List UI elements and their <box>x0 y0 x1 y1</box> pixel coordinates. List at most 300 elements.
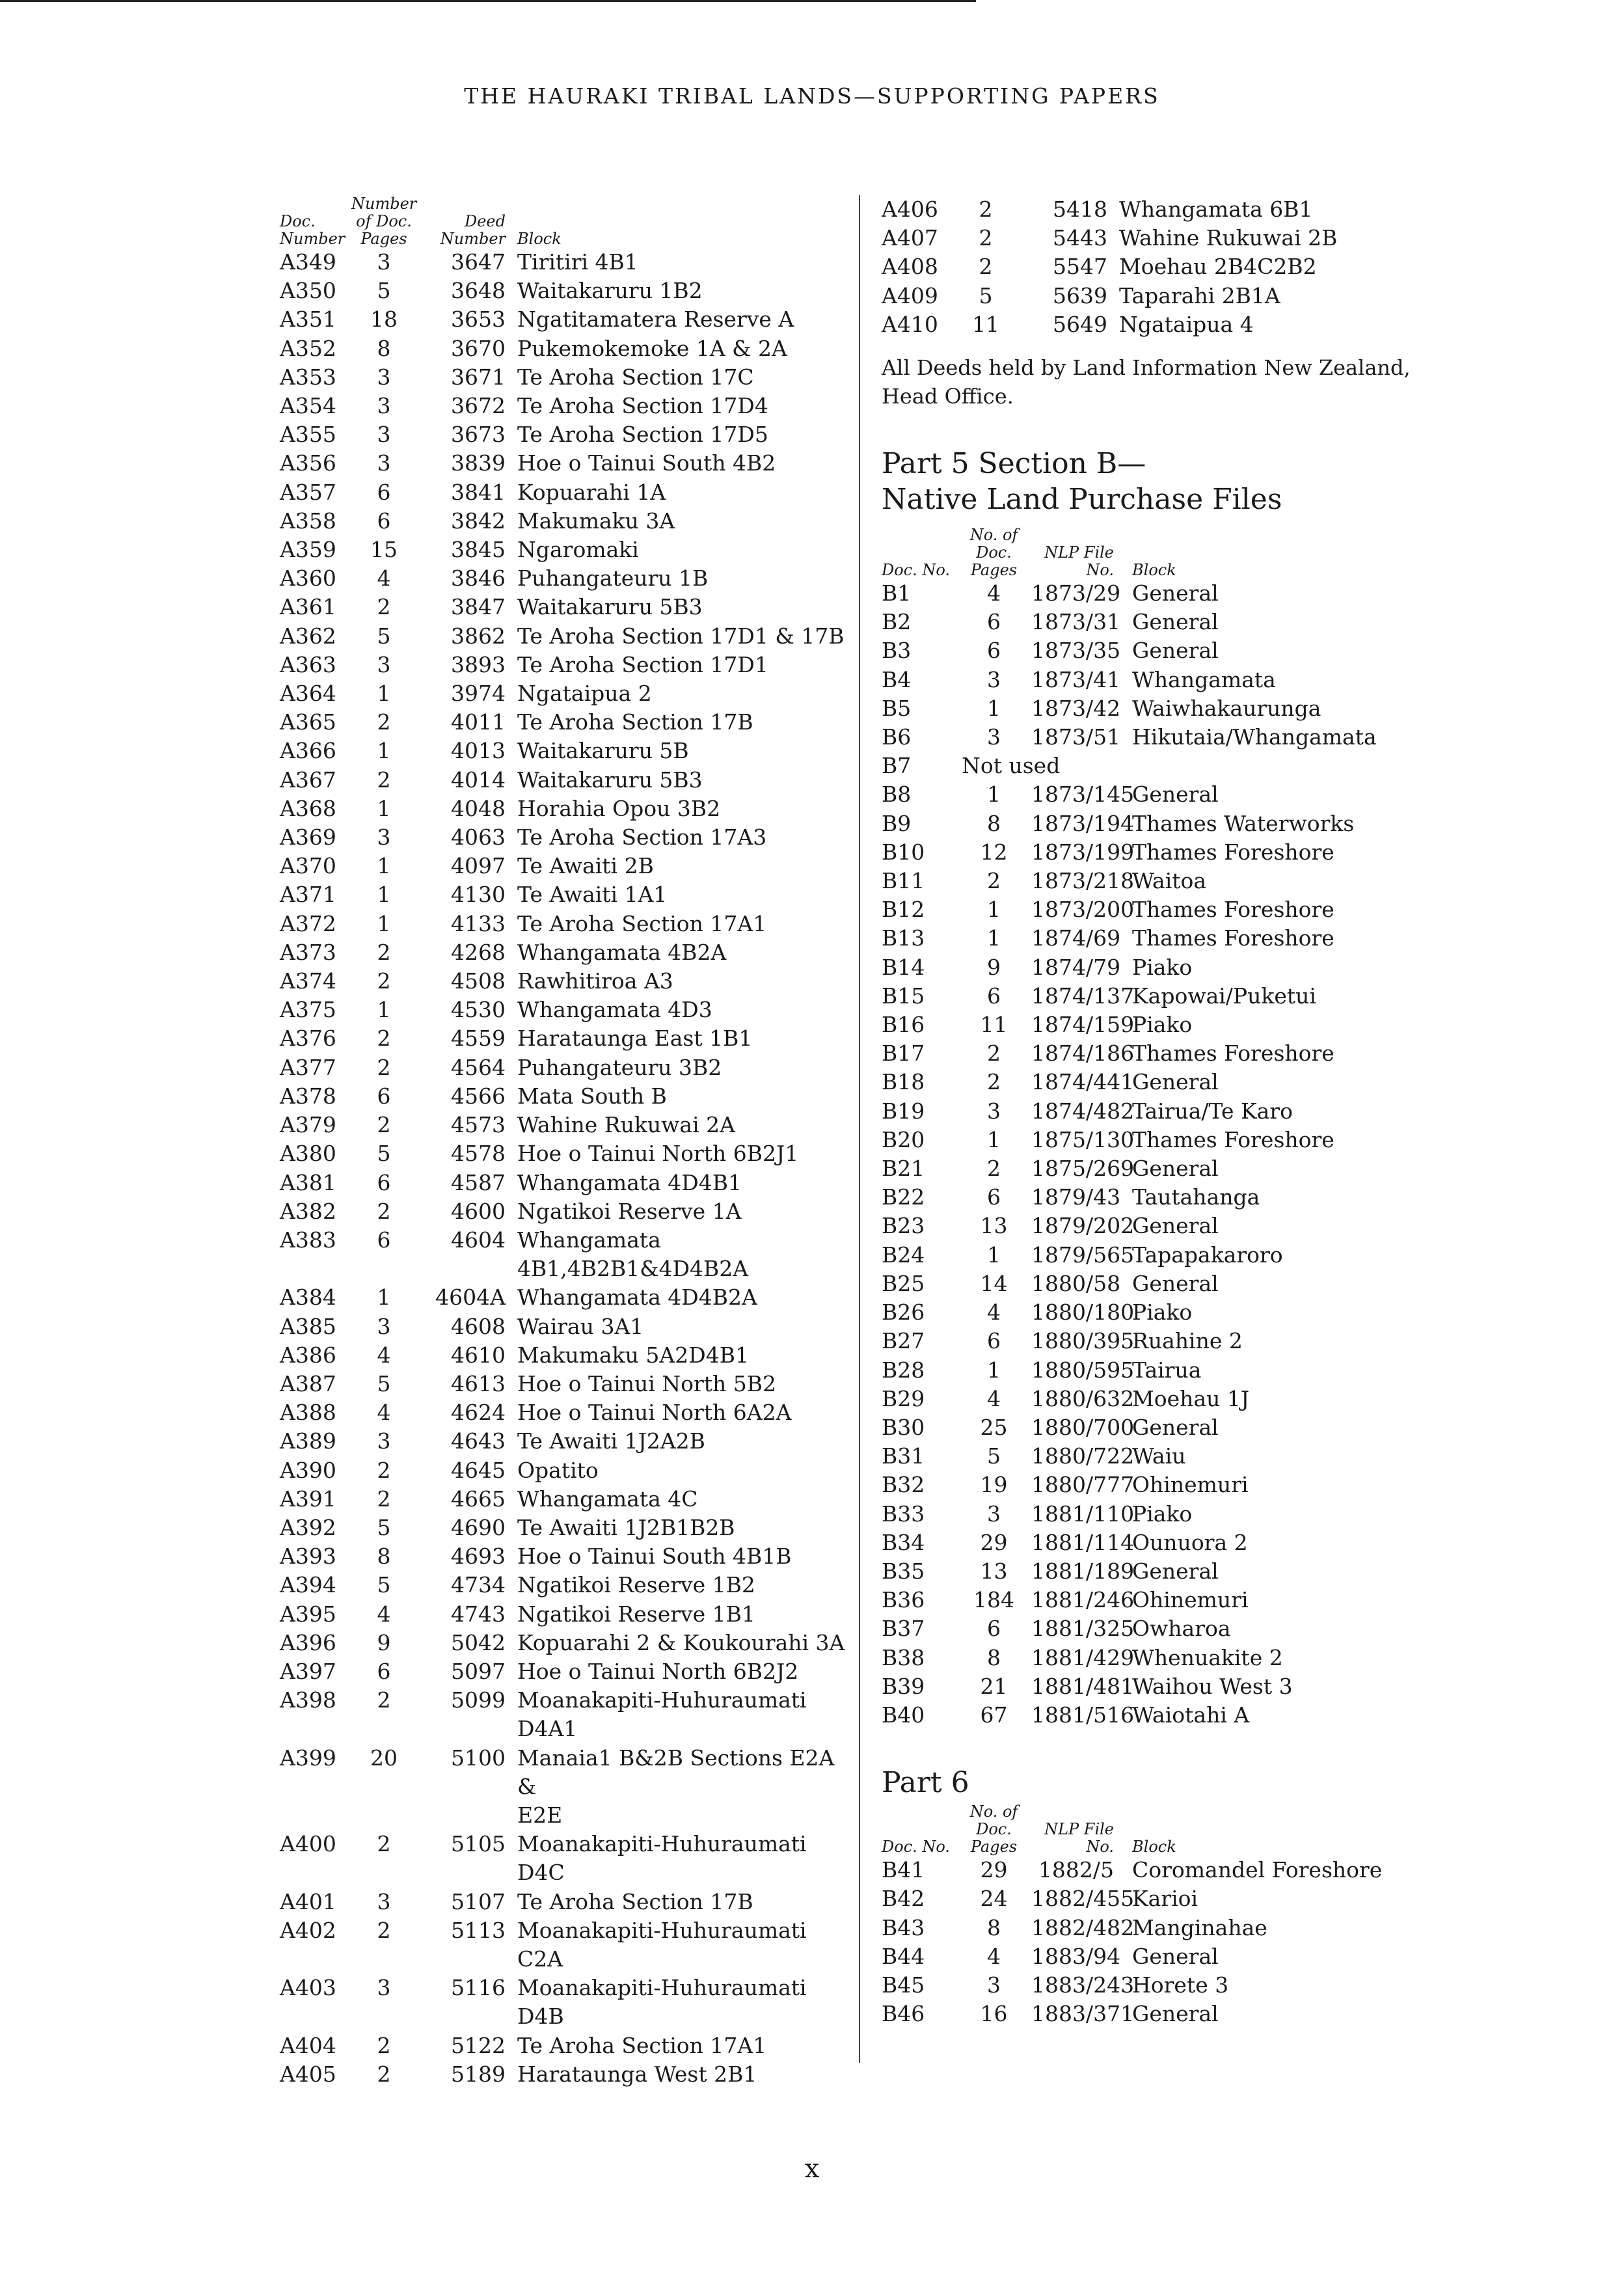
doc-number: B19 <box>882 1098 925 1124</box>
file-number: 1882/5 <box>1038 1857 1114 1883</box>
file-number: 1880/777 <box>1031 1472 1135 1498</box>
doc-number: A380 <box>280 1141 336 1167</box>
file-number: 1875/130 <box>1031 1126 1135 1152</box>
table-row <box>882 1856 1467 1884</box>
doc-pages: 3 <box>377 422 391 448</box>
left-column <box>280 195 846 2089</box>
block-name: Whangamata 4D4B1 <box>517 1169 742 1195</box>
table-row <box>882 1500 1467 1529</box>
header-doc-number: Doc. Number <box>280 212 345 248</box>
doc-pages: 19 <box>980 1472 1008 1498</box>
table-row <box>882 608 1467 636</box>
doc-pages: 1 <box>987 925 1001 951</box>
file-number: 1874/137 <box>1031 983 1135 1009</box>
doc-number: A361 <box>280 594 336 620</box>
block-name: Moehau 2B4C2B2 <box>1119 254 1317 280</box>
table-row <box>882 579 1467 608</box>
block-name-continued: 4B1,4B2B1&4D4B2A <box>517 1256 749 1282</box>
deed-number: 5649 <box>1053 311 1107 337</box>
doc-number: A353 <box>280 364 336 390</box>
table-row <box>882 2000 1467 2028</box>
doc-number: A352 <box>280 335 336 361</box>
block-name: Hoe o Tainui North 6B2J2 <box>517 1658 799 1684</box>
deed-number: 4063 <box>451 824 506 850</box>
doc-pages: 3 <box>377 364 391 390</box>
doc-pages: 4 <box>987 1385 1001 1411</box>
doc-number: A401 <box>280 1888 336 1914</box>
table-row <box>882 1183 1467 1212</box>
doc-number: B11 <box>882 868 925 894</box>
block-name: Moehau 1J <box>1132 1385 1250 1411</box>
file-number: 1881/516 <box>1031 1702 1135 1728</box>
table-row <box>280 708 846 737</box>
doc-pages: 2 <box>377 1112 391 1138</box>
doc-pages: 29 <box>980 1857 1008 1883</box>
deed-number: 4608 <box>451 1313 506 1339</box>
file-number: 1873/29 <box>1031 580 1121 606</box>
header-file-no: NLP File No. <box>1044 543 1114 580</box>
block-name: Te Aroha Section 17A3 <box>517 824 767 850</box>
block-name: Hoe o Tainui North 6B2J1 <box>517 1141 799 1167</box>
file-number: 1874/482 <box>1031 1098 1135 1124</box>
doc-pages: 6 <box>987 1328 1001 1354</box>
doc-number: A354 <box>280 393 336 419</box>
block-name: Manginahae <box>1132 1914 1267 1940</box>
doc-pages: 4 <box>377 1400 391 1426</box>
table-row <box>280 1542 846 1571</box>
doc-pages: 2 <box>377 709 391 735</box>
doc-number: A407 <box>882 225 938 251</box>
doc-number: B23 <box>882 1213 925 1239</box>
doc-number: B41 <box>882 1857 925 1883</box>
block-name: Coromandel Foreshore <box>1132 1857 1383 1883</box>
doc-pages: 29 <box>980 1529 1008 1555</box>
block-name: Harataunga West 2B1 <box>517 2061 757 2087</box>
table-row <box>280 1197 846 1226</box>
table-row <box>280 651 846 679</box>
doc-number: B18 <box>882 1069 925 1095</box>
block-name: Harataunga East 1B1 <box>517 1026 753 1052</box>
doc-number: A363 <box>280 651 336 677</box>
table-row <box>280 679 846 708</box>
block-name: Thames Foreshore <box>1132 925 1334 951</box>
doc-pages: 2 <box>377 1831 391 1857</box>
left-table-body <box>280 248 846 2089</box>
table-row <box>280 1370 846 1398</box>
deed-number: 4690 <box>451 1514 506 1540</box>
table-row <box>882 1413 1467 1442</box>
block-name: General <box>1132 1069 1219 1095</box>
deed-number: 5639 <box>1053 282 1107 308</box>
deed-number: 5113 <box>451 1917 506 1943</box>
doc-pages: 2 <box>377 1457 391 1483</box>
doc-number: A402 <box>280 1917 336 1943</box>
doc-number: B24 <box>882 1242 925 1268</box>
block-name: Thames Waterworks <box>1132 810 1355 836</box>
table-row <box>280 449 846 478</box>
file-number: 1882/455 <box>1031 1886 1135 1912</box>
table-row <box>280 1830 846 1858</box>
block-name: Karioi <box>1132 1886 1198 1912</box>
doc-pages: 6 <box>377 508 391 534</box>
table-row <box>882 752 1467 780</box>
doc-pages: 2 <box>377 594 391 620</box>
table-row <box>882 282 1467 310</box>
deed-number: 5042 <box>451 1629 506 1655</box>
doc-pages: 2 <box>377 968 391 994</box>
file-number: 1880/180 <box>1031 1299 1135 1326</box>
doc-number: B6 <box>882 724 912 750</box>
doc-pages: 6 <box>987 1616 1001 1642</box>
doc-number: B33 <box>882 1501 925 1527</box>
doc-number: B14 <box>882 954 925 980</box>
file-number: 1873/145 <box>1031 782 1135 808</box>
block-name: Te Aroha Section 17D5 <box>517 422 768 448</box>
doc-number: B45 <box>882 1972 925 1998</box>
block-name: General <box>1132 609 1219 635</box>
table-row-continued <box>280 1715 846 1743</box>
header-doc-no: Doc. No. <box>882 1838 951 1856</box>
deed-number: 4268 <box>451 939 506 965</box>
doc-pages: 1 <box>987 1126 1001 1152</box>
table-row <box>882 1039 1467 1068</box>
deed-number: 4604 <box>451 1227 506 1253</box>
table-row <box>882 982 1467 1011</box>
table-row <box>280 1226 846 1255</box>
doc-pages: 2 <box>979 197 993 222</box>
deed-number: 5418 <box>1053 197 1107 222</box>
block-name: Hoe o Tainui South 4B2 <box>517 450 776 476</box>
doc-number: A393 <box>280 1543 336 1570</box>
table-row <box>882 1327 1467 1355</box>
doc-pages: 2 <box>987 868 1001 894</box>
block-name: Waitakaruru 5B3 <box>517 767 703 793</box>
doc-number: B8 <box>882 782 912 808</box>
doc-number: B35 <box>882 1558 925 1584</box>
doc-number: B26 <box>882 1299 925 1326</box>
doc-pages: 8 <box>987 810 1001 836</box>
table-row <box>280 1341 846 1370</box>
block-name: General <box>1132 1156 1219 1182</box>
file-number: 1882/482 <box>1031 1914 1135 1940</box>
block-name: Wairau 3A1 <box>517 1313 644 1339</box>
table-row <box>280 1888 846 1916</box>
deed-number: 3671 <box>451 364 506 390</box>
doc-pages: 20 <box>370 1745 398 1771</box>
doc-pages: 15 <box>370 537 398 563</box>
block-name: Horahia Opou 3B2 <box>517 795 721 821</box>
table-row <box>280 766 846 795</box>
file-number: 1881/481 <box>1031 1673 1135 1699</box>
doc-number: A408 <box>882 254 938 280</box>
block-name: Ngaromaki <box>517 537 639 563</box>
table-row <box>280 1974 846 2002</box>
table-row <box>280 1600 846 1629</box>
block-name: Waitakaruru 1B2 <box>517 278 703 304</box>
table-row <box>882 310 1467 339</box>
doc-pages: 13 <box>980 1213 1008 1239</box>
table-row <box>280 334 846 363</box>
doc-pages: 1 <box>377 910 391 936</box>
block-name: Te Aroha Section 17A1 <box>517 2032 767 2058</box>
doc-number: A383 <box>280 1227 336 1253</box>
table-row <box>280 478 846 507</box>
block-name: Ohinemuri <box>1132 1587 1249 1613</box>
right-table-continued <box>882 195 1467 339</box>
block-name-continued: C2A <box>517 1946 563 1972</box>
block-name: Te Aroha Section 17D1 <box>517 651 768 677</box>
block-name: Whangamata <box>517 1227 661 1253</box>
deed-number: 5107 <box>451 1888 506 1914</box>
deed-number: 3893 <box>451 651 506 677</box>
doc-pages: 6 <box>377 479 391 505</box>
file-number: 1880/595 <box>1031 1357 1135 1383</box>
doc-pages: 2 <box>377 1026 391 1052</box>
table-row <box>280 420 846 449</box>
doc-pages: 1 <box>377 1285 391 1311</box>
file-number: 1874/159 <box>1031 1012 1135 1038</box>
doc-number: A392 <box>280 1514 336 1540</box>
table-row <box>280 1514 846 1542</box>
block-name: Wahine Rukuwai 2A <box>517 1112 735 1138</box>
block-name: Puhangateuru 1B <box>517 565 709 591</box>
deed-number: 5189 <box>451 2061 506 2087</box>
block-name: Opatito <box>517 1457 599 1483</box>
table-row <box>280 1398 846 1427</box>
doc-pages: 6 <box>377 1169 391 1195</box>
table-row <box>882 1298 1467 1327</box>
doc-pages: 5 <box>979 282 993 308</box>
deed-number: 5122 <box>451 2032 506 2058</box>
file-number: 1883/371 <box>1031 2001 1135 2027</box>
block-name: General <box>1132 580 1219 606</box>
block-name: Piako <box>1132 954 1193 980</box>
table-row <box>882 1557 1467 1586</box>
doc-number: A360 <box>280 565 336 591</box>
table-row <box>882 1529 1467 1557</box>
doc-pages: 3 <box>987 666 1001 692</box>
deed-number: 4566 <box>451 1083 506 1109</box>
file-number: 1881/114 <box>1031 1529 1135 1555</box>
deed-number: 4600 <box>451 1198 506 1224</box>
block-name: Kapowai/Puketui <box>1132 983 1316 1009</box>
block-name: Waiu <box>1132 1443 1186 1469</box>
file-number: 1873/35 <box>1031 638 1121 664</box>
block-name: Thames Foreshore <box>1132 839 1334 865</box>
doc-number: A404 <box>280 2032 336 2058</box>
block-name: Owharoa <box>1132 1616 1231 1642</box>
doc-pages: 1 <box>987 1242 1001 1268</box>
table-row-continued <box>280 2002 846 2031</box>
doc-number: A390 <box>280 1457 336 1483</box>
doc-pages: 4 <box>377 565 391 591</box>
doc-number: A362 <box>280 623 336 649</box>
block-name: Tautahanga <box>1132 1184 1260 1210</box>
file-number: 1875/269 <box>1031 1156 1135 1182</box>
file-number: 1883/94 <box>1031 1943 1121 1969</box>
doc-pages: 14 <box>980 1270 1008 1296</box>
doc-pages: 2 <box>987 1040 1001 1067</box>
deed-number: 3845 <box>451 537 506 563</box>
doc-number: B44 <box>882 1943 925 1969</box>
block-name: Taparahi 2B1A <box>1119 282 1280 308</box>
doc-pages: 1 <box>377 681 391 707</box>
doc-number: B40 <box>882 1702 925 1728</box>
doc-pages: 3 <box>377 450 391 476</box>
file-number: 1880/58 <box>1031 1270 1121 1296</box>
deed-number: 5116 <box>451 1975 506 2001</box>
block-name: Whangamata 4D3 <box>517 997 712 1023</box>
deed-number: 5547 <box>1053 254 1107 280</box>
table-row <box>280 593 846 621</box>
doc-pages: 1 <box>377 997 391 1023</box>
block-name: General <box>1132 1558 1219 1584</box>
doc-number: A398 <box>280 1687 336 1713</box>
table-row <box>280 305 846 334</box>
doc-pages: 8 <box>987 1644 1001 1670</box>
header-file-no: NLP File No. <box>1044 1820 1114 1856</box>
file-number: 1873/41 <box>1031 666 1121 692</box>
block-name: Te Aroha Section 17B <box>517 709 753 735</box>
header-block: Block <box>1132 1838 1176 1856</box>
deed-number: 3847 <box>451 594 506 620</box>
doc-number: A376 <box>280 1026 336 1052</box>
doc-number: A372 <box>280 910 336 936</box>
table-row <box>882 1586 1467 1614</box>
block-name: Manaia1 B&2B Sections E2A & <box>517 1745 835 1799</box>
doc-number: A366 <box>280 738 336 764</box>
deed-number: 5099 <box>451 1687 506 1713</box>
file-number: 1883/243 <box>1031 1972 1135 1998</box>
table-row <box>280 1312 846 1341</box>
page-number: x <box>804 2154 820 2184</box>
doc-pages: 24 <box>980 1886 1008 1912</box>
doc-number: A349 <box>280 249 336 275</box>
doc-number: B27 <box>882 1328 925 1354</box>
doc-number: A358 <box>280 508 336 534</box>
doc-pages: 3 <box>377 1428 391 1454</box>
block-name: Te Aroha Section 17D1 & 17B <box>517 623 845 649</box>
doc-pages: 6 <box>987 638 1001 664</box>
doc-pages: 2 <box>377 1054 391 1080</box>
block-name: Ngatikoi Reserve 1B1 <box>517 1601 755 1627</box>
doc-pages: 6 <box>377 1083 391 1109</box>
doc-number: A359 <box>280 537 336 563</box>
header-doc-no: Doc. No. <box>882 561 951 580</box>
table-row <box>882 1614 1467 1643</box>
file-number: 1879/43 <box>1031 1184 1121 1210</box>
doc-pages: 6 <box>987 609 1001 635</box>
doc-pages: 2 <box>377 767 391 793</box>
doc-number: B38 <box>882 1644 925 1670</box>
doc-number: A396 <box>280 1629 336 1655</box>
block-name: Piako <box>1132 1012 1193 1038</box>
doc-pages: 2 <box>979 254 993 280</box>
header-block: Block <box>1132 561 1176 580</box>
doc-number: A374 <box>280 968 336 994</box>
part5-table-body <box>882 579 1467 1730</box>
deed-number: 4693 <box>451 1543 506 1570</box>
block-name: Hoe o Tainui South 4B1B <box>517 1543 792 1570</box>
doc-pages: 1 <box>987 897 1001 923</box>
doc-number: A370 <box>280 853 336 879</box>
doc-pages: 2 <box>377 939 391 965</box>
left-table-header <box>280 195 846 248</box>
doc-number: B3 <box>882 638 912 664</box>
doc-number: A399 <box>280 1745 336 1771</box>
table-row <box>280 1686 846 1715</box>
doc-pages: 4 <box>987 1299 1001 1326</box>
table-row <box>882 1241 1467 1270</box>
table-row <box>280 1169 846 1197</box>
doc-pages: 2 <box>377 2061 391 2087</box>
doc-number: A356 <box>280 450 336 476</box>
block-name: General <box>1132 782 1219 808</box>
table-row <box>882 195 1467 224</box>
doc-pages: 2 <box>377 1687 391 1713</box>
table-row <box>280 967 846 996</box>
doc-pages: 3 <box>377 249 391 275</box>
block-name: General <box>1132 2001 1219 2027</box>
table-row <box>882 1126 1467 1154</box>
doc-pages: 5 <box>987 1443 1001 1469</box>
doc-number: B32 <box>882 1472 925 1498</box>
block-name: General <box>1132 1270 1219 1296</box>
block-name: General <box>1132 1414 1219 1440</box>
file-number: 1874/69 <box>1031 925 1121 951</box>
block-name: Rawhitiroa A3 <box>517 968 673 994</box>
doc-pages: 5 <box>377 1370 391 1396</box>
table-row <box>280 1111 846 1139</box>
table-row <box>882 924 1467 953</box>
table-row <box>882 809 1467 838</box>
doc-number: B28 <box>882 1357 925 1383</box>
doc-number: B17 <box>882 1040 925 1067</box>
table-row <box>882 1356 1467 1385</box>
table-row <box>280 507 846 536</box>
doc-number: B1 <box>882 580 912 606</box>
file-number: 1873/218 <box>1031 868 1135 894</box>
doc-number: B15 <box>882 983 925 1009</box>
file-number: 1881/325 <box>1031 1616 1135 1642</box>
deed-number: 4573 <box>451 1112 506 1138</box>
deed-number: 4564 <box>451 1054 506 1080</box>
doc-number: B9 <box>882 810 912 836</box>
deed-number: 4048 <box>451 795 506 821</box>
doc-number: B29 <box>882 1385 925 1411</box>
table-row-continued <box>280 1945 846 1974</box>
block-name: Te Awaiti 1J2A2B <box>517 1428 705 1454</box>
table-row <box>882 1701 1467 1730</box>
doc-pages: 5 <box>377 278 391 304</box>
block-name: Waiotahi A <box>1132 1702 1250 1728</box>
block-name: Waiwhakaurunga <box>1132 695 1321 721</box>
table-row <box>882 1942 1467 1971</box>
file-number: 1879/565 <box>1031 1242 1135 1268</box>
doc-pages: 2 <box>377 1917 391 1943</box>
doc-number: B16 <box>882 1012 925 1038</box>
table-row <box>280 536 846 564</box>
table-row <box>882 1068 1467 1096</box>
doc-pages: 2 <box>979 225 993 251</box>
page-header: THE HAURAKI TRIBAL LANDS—SUPPORTING PAPERS <box>464 83 1160 109</box>
deed-number: 3839 <box>451 450 506 476</box>
block-name: Kopuarahi 2 & Koukourahi 3A <box>517 1629 845 1655</box>
top-rule <box>0 0 976 2</box>
deed-number: 4643 <box>451 1428 506 1454</box>
table-row <box>280 1629 846 1657</box>
table-row <box>882 1884 1467 1913</box>
